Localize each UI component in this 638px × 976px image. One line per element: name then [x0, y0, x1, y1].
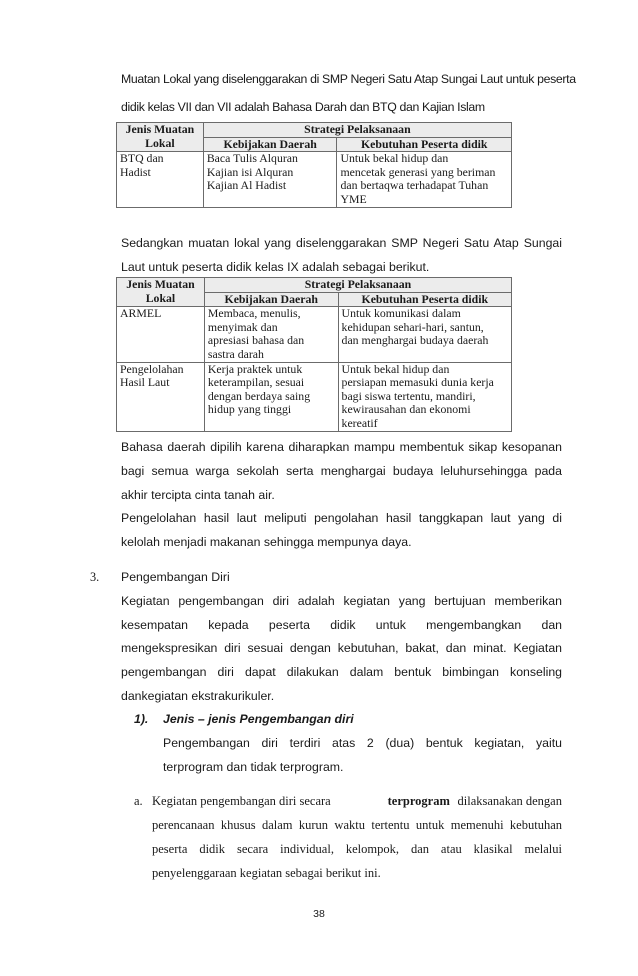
intro-line-1: Muatan Lokal yang diselenggarakan di SMP Negeri Satu Atap Sungai Laut untuk peserta [121, 72, 576, 86]
item-a-line-3: peserta didik secara individual, kelompok, dan atau klasikal melalui [152, 842, 562, 856]
sub-1-line-1: Pengembangan diri terdiri atas 2 (dua) bentuk kegiatan, yaitu [163, 736, 562, 750]
intro-line-2: didik kelas VII dan VII adalah Bahasa Darah dan BTQ dan Kajian Islam [121, 100, 485, 114]
table1-col1-header: Jenis Muatan Lokal [117, 123, 204, 152]
item-a-line-1 [152, 794, 562, 809]
para4-line-1: Pengelolahan hasil laut meliputi pengolahan hasil tanggkapan laut yang di [121, 511, 562, 525]
para2-line-1: Sedangkan muatan lokal yang diselenggarakan SMP Negeri Satu Atap Sungai [121, 236, 562, 250]
para2-line-2: Laut untuk peserta didik kelas IX adalah sebagai berikut. [121, 260, 430, 274]
section-3-line-5: dankegiatan ekstrakurikuler. [121, 689, 275, 703]
section-3-line-1: Kegiatan pengembangan diri adalah kegiatan yang bertujuan memberikan [121, 594, 562, 608]
table-muatan-lokal-ix [116, 277, 512, 432]
table1-cell-kebutuhan: Untuk bekal hidup dan mencetak generasi yang beriman dan bertaqwa terhadapat Tuhan YME [337, 152, 512, 207]
table2-col1-header: Jenis Muatan Lokal [117, 278, 205, 307]
table2-row2-kebutuhan: Untuk bekal hidup dan persiapan memasuki dunia kerja bagi siswa tertentu, mandiri, kewirausahan dan ekonomi kereatif [338, 362, 511, 431]
para3-line-1: Bahasa daerah dipilih karena diharapkan mampu membentuk sikap kesopanan [121, 440, 562, 454]
section-3-line-3: mengekspresikan diri sesuai dengan kebutuhan, bakat, dan minat. Kegiatan [121, 641, 562, 655]
sub-1-line-2: terprogram dan tidak terprogram. [163, 760, 344, 774]
sub-1-number: 1). [134, 712, 149, 726]
sub-1-title: Jenis – jenis Pengembangan diri [163, 712, 354, 726]
item-a-marker: a. [134, 794, 143, 808]
table1-cell-kebijakan: Baca Tulis Alquran Kajian isi Alquran Kajian Al Hadist [203, 152, 337, 207]
table-row [117, 307, 512, 362]
table2-col2-header: Kebijakan Daerah [204, 292, 338, 307]
table1-cell-jenis: BTQ dan Hadist [117, 152, 204, 207]
table2-col3-header: Kebutuhan Peserta didik [338, 292, 511, 307]
table2-group-header: Strategi Pelaksanaan [204, 278, 511, 293]
table2-row2-jenis: Pengelolahan Hasil Laut [117, 362, 205, 431]
item-a-line-2: perencanaan khusus dalam kurun waktu tertentu untuk memenuhi kebutuhan [152, 818, 562, 832]
item-a-line-1-post: dilaksanakan dengan [457, 794, 562, 808]
page-number: 38 [313, 908, 325, 920]
item-a-line-4: penyelenggaraan kegiatan sebagai berikut ini. [152, 866, 381, 880]
item-a-line-1-bold: terprogram [387, 794, 450, 808]
table1-col2-header: Kebijakan Daerah [203, 137, 337, 152]
para4-line-2: kelolah menjadi makanan sehingga mempunya daya. [121, 535, 412, 549]
section-3-line-4: pengembangan diri dapat dilakukan dalam bentuk bimbingan konseling [121, 665, 562, 679]
para3-line-3: akhir tercipta cinta tanah air. [121, 488, 275, 502]
table1-group-header: Strategi Pelaksanaan [203, 123, 511, 138]
table2-row1-kebutuhan: Untuk komunikasi dalam kehidupan sehari-hari, santun, dan menghargai budaya daerah [338, 307, 511, 362]
item-a-line-1-pre: Kegiatan pengembangan diri secara [152, 794, 331, 808]
table-muatan-lokal-vii [116, 122, 512, 208]
section-3-title: Pengembangan Diri [121, 570, 230, 584]
table-row [117, 152, 512, 207]
section-3-number: 3. [90, 570, 100, 584]
para3-line-2: bagi semua warga sekolah serta menghargai budaya leluhursehingga pada [121, 464, 562, 478]
table-row [117, 362, 512, 431]
table2-row1-jenis: ARMEL [117, 307, 205, 362]
table2-row2-kebijakan: Kerja praktek untuk keterampilan, sesuai dengan berdaya saing hidup yang tinggi [204, 362, 338, 431]
table2-row1-kebijakan: Membaca, menulis, menyimak dan apresiasi bahasa dan sastra darah [204, 307, 338, 362]
table1-col3-header: Kebutuhan Peserta didik [337, 137, 512, 152]
section-3-line-2: kesempatan kepada peserta didik untuk mengembangkan dan [121, 618, 562, 632]
